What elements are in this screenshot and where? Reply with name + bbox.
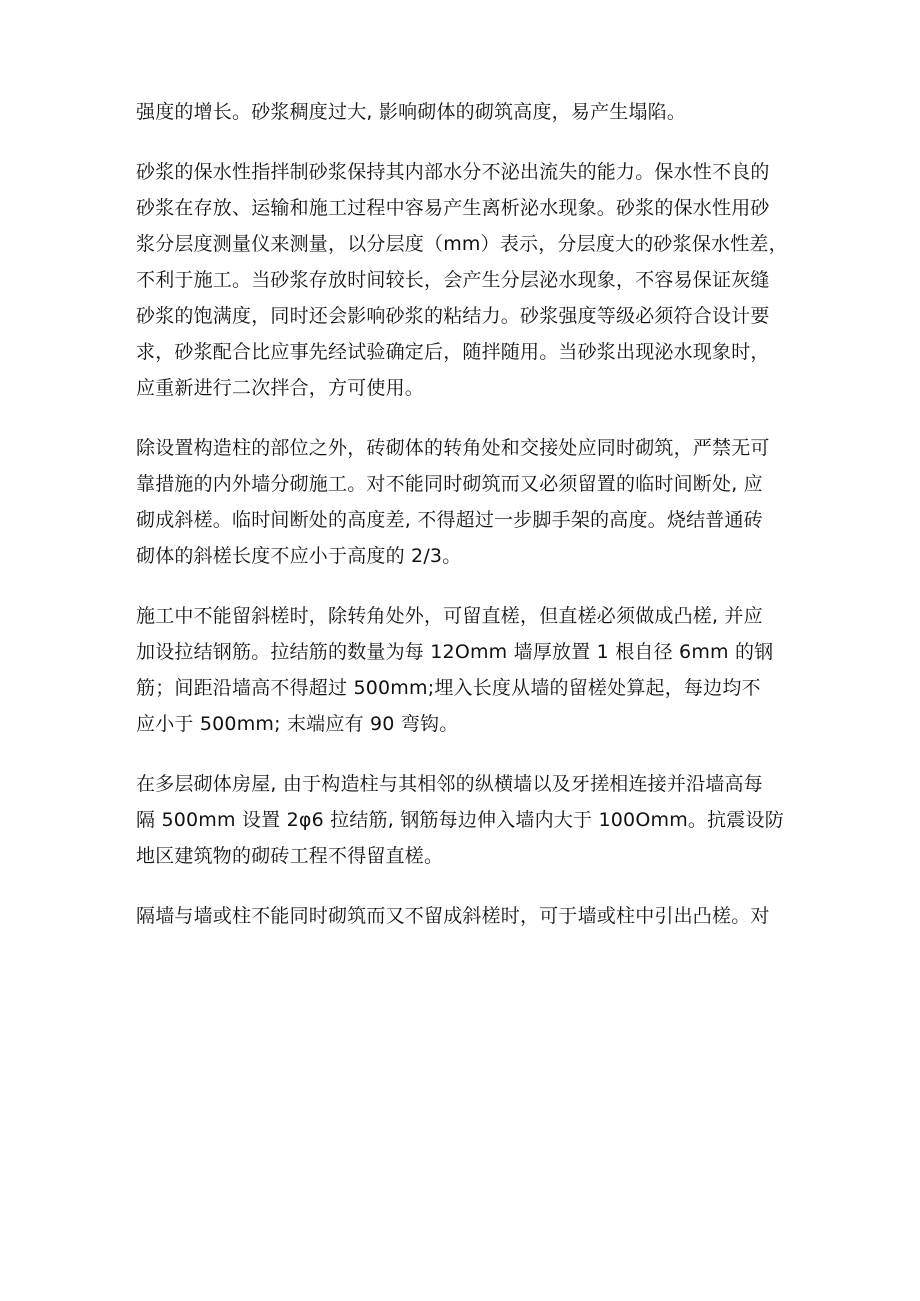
text-line: 加设拉结钢筋。拉结筋的数量为每 12Omm 墙厚放置 1 根自径 6mm 的钢 [136, 641, 774, 663]
text-line: 隔 500mm 设置 2φ6 拉结筋, 钢筋每边伸入墙内大于 100Omm。抗震设防 [136, 809, 784, 831]
text-line: 砌体的斜槎长度不应小于高度的 2/3。 [136, 545, 462, 567]
paragraph-mortar-consistency [136, 94, 800, 130]
paragraph-corner-masonry [136, 430, 800, 574]
text-line: 求，砂浆配合比应事先经试验确定后，随拌随用。当砂浆出现泌水现象时， [136, 341, 770, 363]
text-line: 砌成斜槎。临时间断处的高度差, 不得超过一步脚手架的高度。烧结普通砖 [136, 509, 763, 531]
text-line: 施工中不能留斜槎时，除转角处外，可留直槎，但直槎必须做成凸槎, 并应 [136, 605, 763, 627]
text-line: 筋；间距沿墙高不得超过 500mm;埋入长度从墙的留槎处算起，每边均不 [136, 677, 761, 699]
text-line: 砂浆的保水性指拌制砂浆保持其内部水分不泌出流失的能力。保水性不良的 [136, 161, 770, 183]
text-line: 应重新进行二次拌合，方可使用。 [136, 377, 425, 399]
text-line: 除设置构造柱的部位之外，砖砌体的转角处和交接处应同时砌筑，严禁无可 [136, 437, 770, 459]
text-line: 浆分层度测量仪来测量，以分层度（mm）表示，分层度大的砂浆保水性差， [136, 233, 788, 255]
paragraph-straight-joint [136, 598, 800, 742]
text-line: 地区建筑物的砌砖工程不得留直槎。 [136, 845, 444, 867]
paragraph-partition-wall [136, 898, 800, 934]
paragraph-multistory-masonry [136, 766, 800, 874]
text-line: 应小于 500mm; 末端应有 90 弯钩。 [136, 713, 459, 735]
text-line: 强度的增长。砂浆稠度过大, 影响砌体的砌筑高度，易产生塌陷。 [136, 101, 687, 123]
text-line: 靠措施的内外墙分砌施工。对不能同时砌筑而又必须留置的临时间断处, 应 [136, 473, 763, 495]
text-line: 砂浆在存放、运输和施工过程中容易产生离析泌水现象。砂浆的保水性用砂 [136, 197, 770, 219]
paragraph-water-retention [136, 154, 800, 406]
text-line: 不利于施工。当砂浆存放时间较长，会产生分层泌水现象，不容易保证灰缝 [136, 269, 770, 291]
text-line: 砂浆的饱满度，同时还会影响砂浆的粘结力。砂浆强度等级必须符合设计要 [136, 305, 770, 327]
text-line: 在多层砌体房屋, 由于构造柱与其相邻的纵横墙以及牙搓相连接并沿墙高每 [136, 773, 763, 795]
text-line: 隔墙与墙或柱不能同时砌筑而又不留成斜槎时，可于墙或柱中引出凸槎。对 [136, 905, 770, 927]
